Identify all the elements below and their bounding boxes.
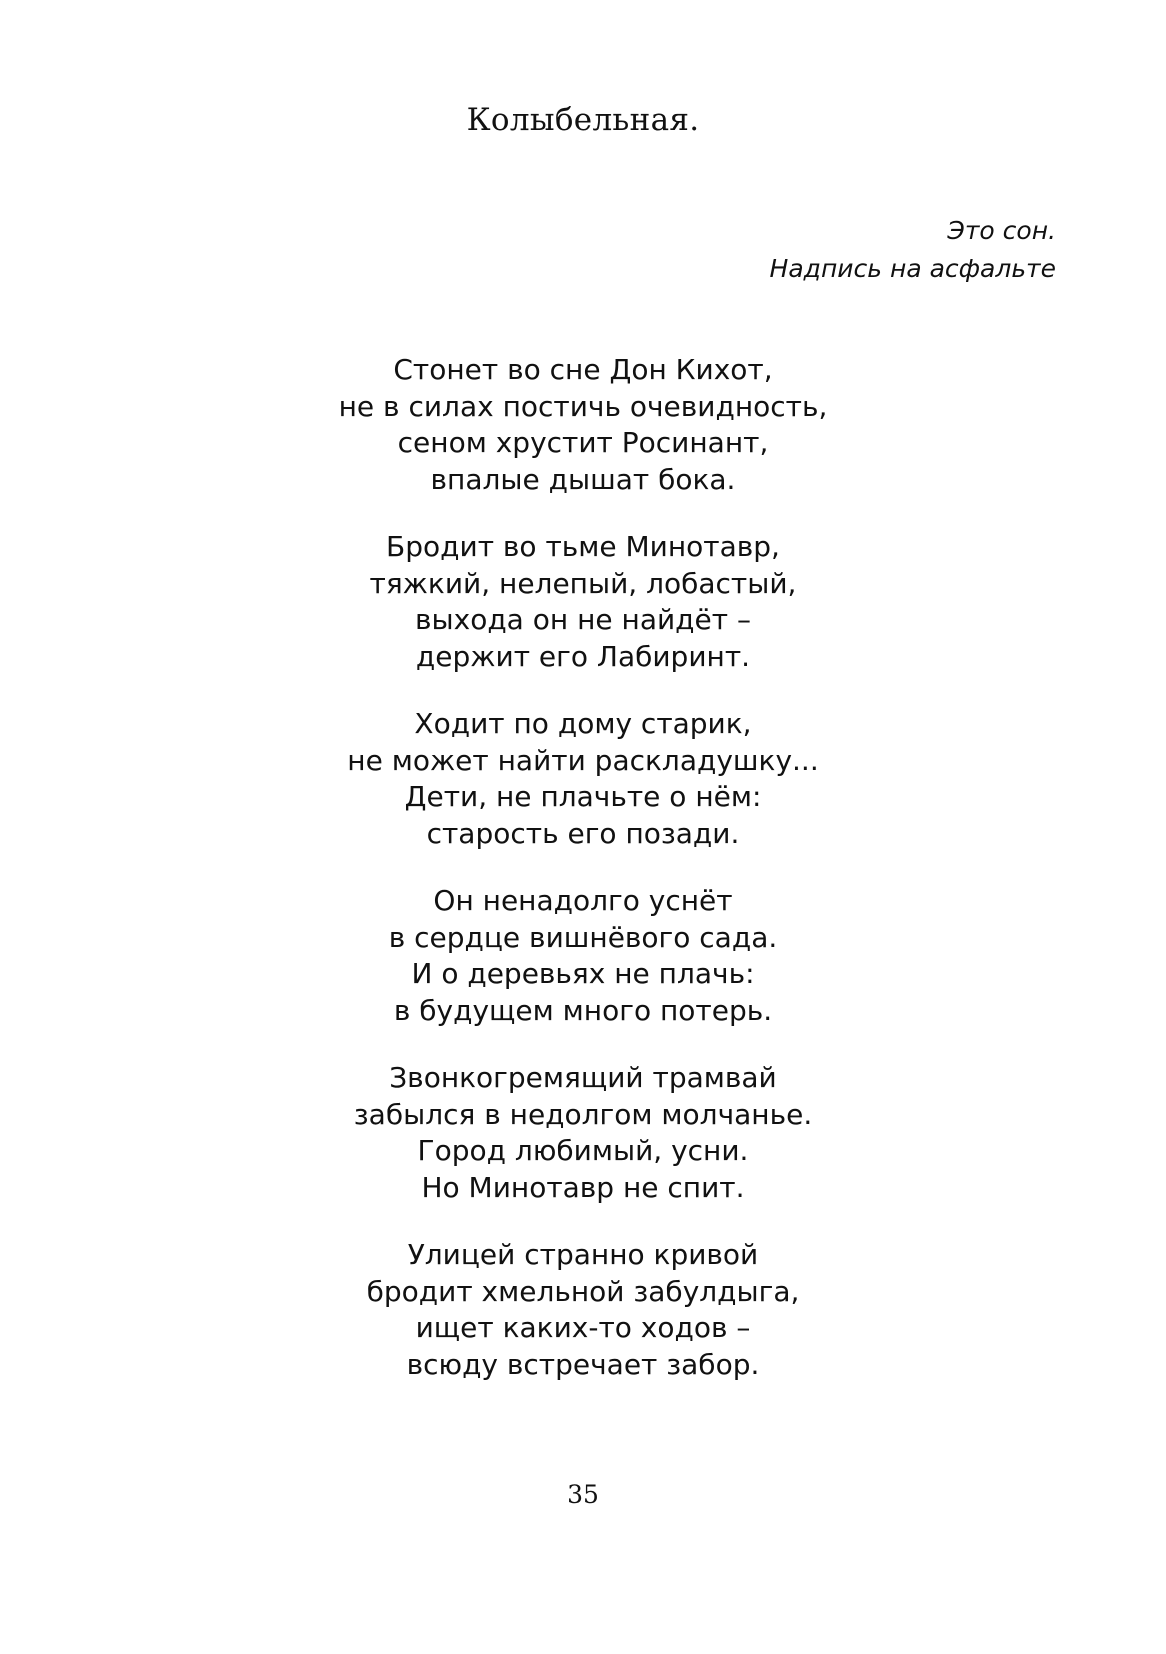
- poem-line: Город любимый, усни.: [417, 1134, 749, 1167]
- poem-line: забылся в недолгом молчанье.: [353, 1097, 813, 1131]
- poem-line: тяжкий, нелепый, лобастый,: [369, 566, 797, 600]
- stanza: [0, 352, 1166, 498]
- poem-line: ищет каких-то ходов –: [415, 1311, 751, 1344]
- poem-line: держит его Лабиринт.: [415, 639, 751, 673]
- stanza: [0, 529, 1166, 675]
- poem-line: Дети, не плачьте о нём:: [404, 780, 762, 813]
- poem-body: [0, 352, 1166, 1414]
- stanza: [0, 883, 1166, 1029]
- epigraph-line: Надпись на асфальте: [769, 254, 1056, 283]
- epigraph: [770, 212, 1056, 288]
- poem-line: Он ненадолго уснёт: [433, 884, 733, 917]
- poem-line: Звонкогремящий трамвай: [389, 1061, 777, 1094]
- poem-line: Улицей странно кривой: [407, 1238, 759, 1271]
- poem-title: Колыбельная.: [466, 102, 700, 138]
- poem-line: Ходит по дому старик,: [414, 707, 752, 740]
- poem-line: в сердце вишнёвого сада.: [388, 920, 778, 954]
- poem-line: Бродит во тьме Минотавр,: [386, 530, 780, 563]
- poem-line: сеном хрустит Росинант,: [397, 426, 769, 459]
- poem-line: старость его позади.: [426, 816, 740, 850]
- poem-line: И о деревьях не плачь:: [411, 957, 755, 990]
- poem-line: Стонет во сне Дон Кихот,: [393, 353, 773, 386]
- poem-line: в будущем много потерь.: [393, 993, 773, 1027]
- poem-line: Но Минотавр не спит.: [421, 1170, 745, 1204]
- stanza: [0, 706, 1166, 852]
- poem-line: всюду встречает забор.: [406, 1347, 760, 1381]
- poem-line: выхода он не найдёт –: [415, 603, 751, 636]
- epigraph-line: Это сон.: [947, 216, 1056, 245]
- page-number: 35: [567, 1480, 599, 1509]
- poem-line: не может найти раскладушку...: [347, 743, 819, 777]
- stanza: [0, 1060, 1166, 1206]
- stanza: [0, 1237, 1166, 1383]
- poem-line: не в силах постичь очевидность,: [338, 389, 828, 423]
- poem-line: впалые дышат бока.: [430, 462, 736, 496]
- poem-line: бродит хмельной забулдыга,: [366, 1274, 800, 1308]
